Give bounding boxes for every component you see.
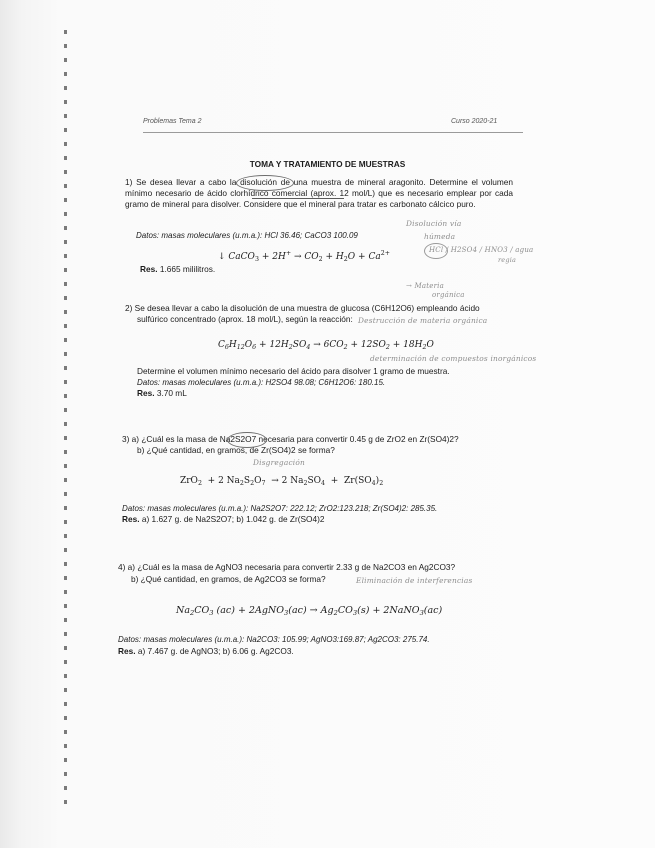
problem-2-equation: $C_6H_{12}O_6 + 12H_2SO_4 \to 6CO_2 + 12SO_2 + 18H_2O$ [218,340,434,351]
problem-3-equation: ZrO$_2$ + 2 $Na_2S_2O_7 \to 2$ $Na_2SO_4 + Zr(SO_4)_2$ [180,476,384,487]
problem-1-statement: 1) Se desea llevar a cabo la disolución de una muestra de mineral aragonito. Determine el volumen mínimo necesario de ácido clorhídrico comercial (aprox. 12 mol/L) que es necesario emplear por cada gramo de mineral para disolver. Considere que el mineral para tratar es carbonato cálcico puro. [125,177,513,210]
problem-2-line-2: sulfúrico concentrado (aprox. 18 mol/L), según la reacción: [137,314,353,324]
handwritten-note: Disgregación [253,458,305,467]
header-academic-year: Curso 2020-21 [451,118,498,125]
problem-4-data: Datos: masas moleculares (u.m.a.): Na2CO3: 105.99; AgNO3:169.87; Ag2CO3: 275.74. [118,635,430,644]
result-value: a) 1.627 g. de Na2S2O7; b) 1.042 g. de Zr(SO4)2 [141,514,325,524]
handwritten-note: orgánica [432,291,465,299]
problem-2-result [137,388,187,399]
page-title: TOMA Y TRATAMIENTO DE MUESTRAS [249,159,406,169]
result-value: 1.665 mililitros. [159,264,216,274]
problem-1-equation: ↓ CaCO$_3$ + $2H^+ \to CO_2 + H_2O + Ca^{2+}$ [218,250,390,263]
problem-3-result [122,514,324,525]
handwritten-note: húmeda [424,232,456,241]
result-value: a) 7.467 g. de AgNO3; b) 6.06 g. Ag2CO3. [137,646,294,656]
result-label: Res. [122,514,140,524]
problem-2-data: Datos: masas moleculares (u.m.a.): H2SO4 98.08; C6H12O6: 180.15. [137,378,386,387]
circle-disolucion [236,175,294,191]
result-label: Res. [118,646,136,656]
problem-2-line-1: 2) Se desea llevar a cabo la disolución de una muestra de glucosa (C6H12O6) empleando ácido [125,303,480,313]
problem-1-data: Datos: masas moleculares (u.m.a.): HCl 36.46; CaCO3 100.09 [136,231,358,240]
problem-4-line-a: 4) a) ¿Cuál es la masa de AgNO3 necesaria para convertir 2.33 g de Na2CO3 en Ag2CO3? [118,562,456,572]
problem-3-line-b: b) ¿Qué cantidad, en gramos, de Zr(SO4)2 se forma? [137,445,335,455]
handwritten-note: HCl / H2SO4 / HNO3 / agua [429,246,534,254]
handwritten-note: Destrucción de materia orgánica [358,316,488,325]
handwritten-note: Eliminación de interferencias [356,576,473,585]
handwritten-note: determinación de compuestos inorgánicos [370,354,537,363]
result-label: Res. [137,388,155,398]
problem-3-line-a: 3) a) ¿Cuál es la masa de Na2S2O7 necesaria para convertir 0.45 g de ZrO2 en Zr(SO4)2? [122,434,459,444]
problem-4-result [118,646,294,657]
handwritten-note: → Materia [406,282,444,290]
header-course-topic: Problemas Tema 2 [143,118,202,125]
problem-4-equation: $Na_2CO_3$ (ac) + 2AgNO$_3$(ac) → $Ag_2CO_3(s)$ + 2NaNO$_3$(ac) [176,605,443,617]
header-divider [143,132,523,133]
problem-3-data: Datos: masas moleculares (u.m.a.): Na2S2O7: 222.12; ZrO2:123.218; Zr(SO4)2: 285.35. [122,504,438,513]
handwritten-note: Disolución vía [406,219,462,228]
problem-1-result [140,264,215,275]
result-label: Res. [140,264,158,274]
result-value: 3.70 mL [156,388,187,398]
problem-4-line-b: b) ¿Qué cantidad, en gramos, de Ag2CO3 se forma? [131,574,326,584]
problem-2-question: Determine el volumen mínimo necesario del ácido para disolver 1 gramo de muestra. [137,366,450,376]
underline-acido-clorhidrico [252,198,344,199]
handwritten-note: regia [498,256,517,264]
